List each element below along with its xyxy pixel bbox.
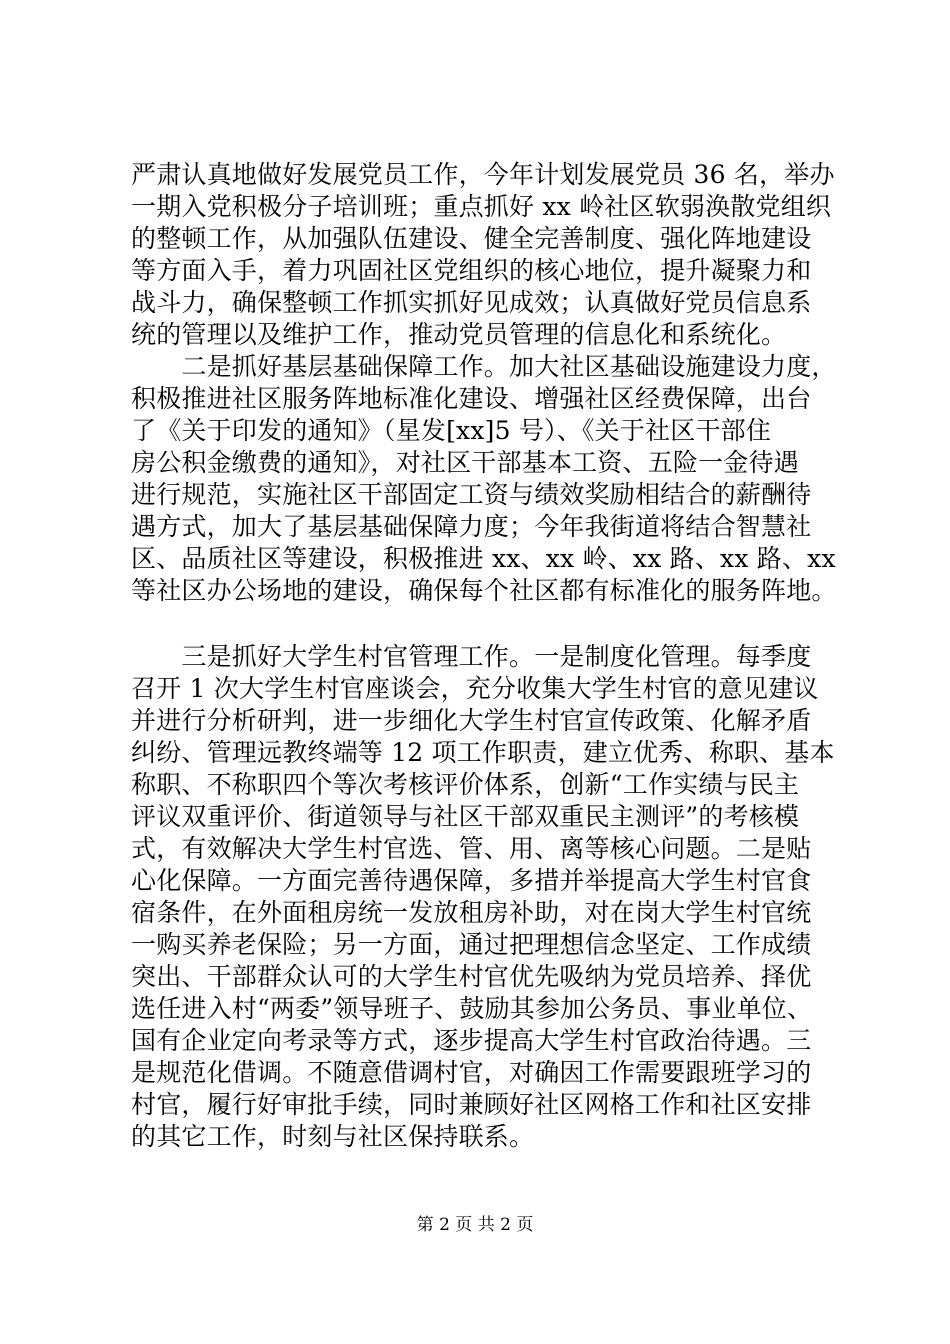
text-line: 统的管理以及维护工作，推动党员管理的信息化和系统化。	[131, 320, 787, 349]
text-line: 国有企业定向考录等方式，逐步提高大学生村官政治待遇。三	[131, 1026, 812, 1055]
text-line: 战斗力，确保整顿工作抓实抓好见成效；认真做好党员信息系	[131, 288, 812, 317]
text-line: 是规范化借调。不随意借调村官，对确因工作需要跟班学习的	[131, 1058, 812, 1087]
text-line: 区、品质社区等建设，积极推进 xx、xx 岭、xx 路、xx 路、xx	[131, 544, 836, 573]
text-line: 一期入党积极分子培训班；重点抓好 xx 岭社区软弱涣散党组织	[131, 192, 832, 221]
text-line: 村官，履行好审批手续，同时兼顾好社区网格工作和社区安排	[131, 1090, 812, 1119]
text-line: 突出、干部群众认可的大学生村官优先吸纳为党员培养、择优	[131, 962, 812, 991]
text-line: 式，有效解决大学生村官选、管、用、离等核心问题。二是贴	[131, 834, 812, 863]
text-line: 房公积金缴费的通知》，对社区干部基本工资、五险一金待遇	[131, 448, 799, 477]
text-line: 了《关于印发的通知》（星发[xx]5 号）、《关于社区干部住	[131, 416, 772, 445]
text-line: 遇方式，加大了基层基础保障力度；今年我街道将结合智慧社	[131, 512, 812, 541]
text-line: 评议双重评价、街道领导与社区干部双重民主测评”的考核模	[131, 802, 800, 831]
text-line: 并进行分析研判，进一步细化大学生村官宣传政策、化解矛盾	[131, 706, 812, 735]
text-line: 召开 1 次大学生村官座谈会，充分收集大学生村官的意见建议	[131, 674, 819, 703]
text-line: 严肃认真地做好发展党员工作，今年计划发展党员 36 名，举办	[131, 160, 835, 189]
text-line: 选任进入村“两委”领导班子、鼓励其参加公务员、事业单位、	[131, 994, 813, 1023]
text-line: 一购买养老保险；另一方面，通过把理想信念坚定、工作成绩	[131, 930, 812, 959]
text-line: 的整顿工作，从加强队伍建设、健全完善制度、强化阵地建设	[131, 224, 812, 253]
text-line: 纠纷、管理远教终端等 12 项工作职责，建立优秀、称职、基本	[131, 738, 835, 767]
text-line: 称职、不称职四个等次考核评价体系，创新“工作实绩与民主	[131, 770, 800, 799]
text-line: 心化保障。一方面完善待遇保障，多措并举提高大学生村官食	[131, 866, 812, 895]
text-line: 的其它工作，时刻与社区保持联系。	[131, 1122, 535, 1151]
text-line: 三是抓好大学生村官管理工作。一是制度化管理。每季度	[131, 642, 812, 671]
text-line: 等方面入手，着力巩固社区党组织的核心地位，提升凝聚力和	[131, 256, 812, 285]
text-line: 宿条件，在外面租房统一发放租房补助，对在岗大学生村官统	[131, 898, 812, 927]
text-line: 等社区办公场地的建设，确保每个社区都有标准化的服务阵地。	[131, 576, 837, 605]
page-number-footer: 第 2 页 共 2 页	[416, 1215, 534, 1235]
text-line: 积极推进社区服务阵地标准化建设、增强社区经费保障，出台	[131, 384, 812, 413]
text-line: 二是抓好基层基础保障工作。加大社区基础设施建设力度，	[131, 352, 837, 381]
text-line: 进行规范，实施社区干部固定工资与绩效奖励相结合的薪酬待	[131, 480, 812, 509]
